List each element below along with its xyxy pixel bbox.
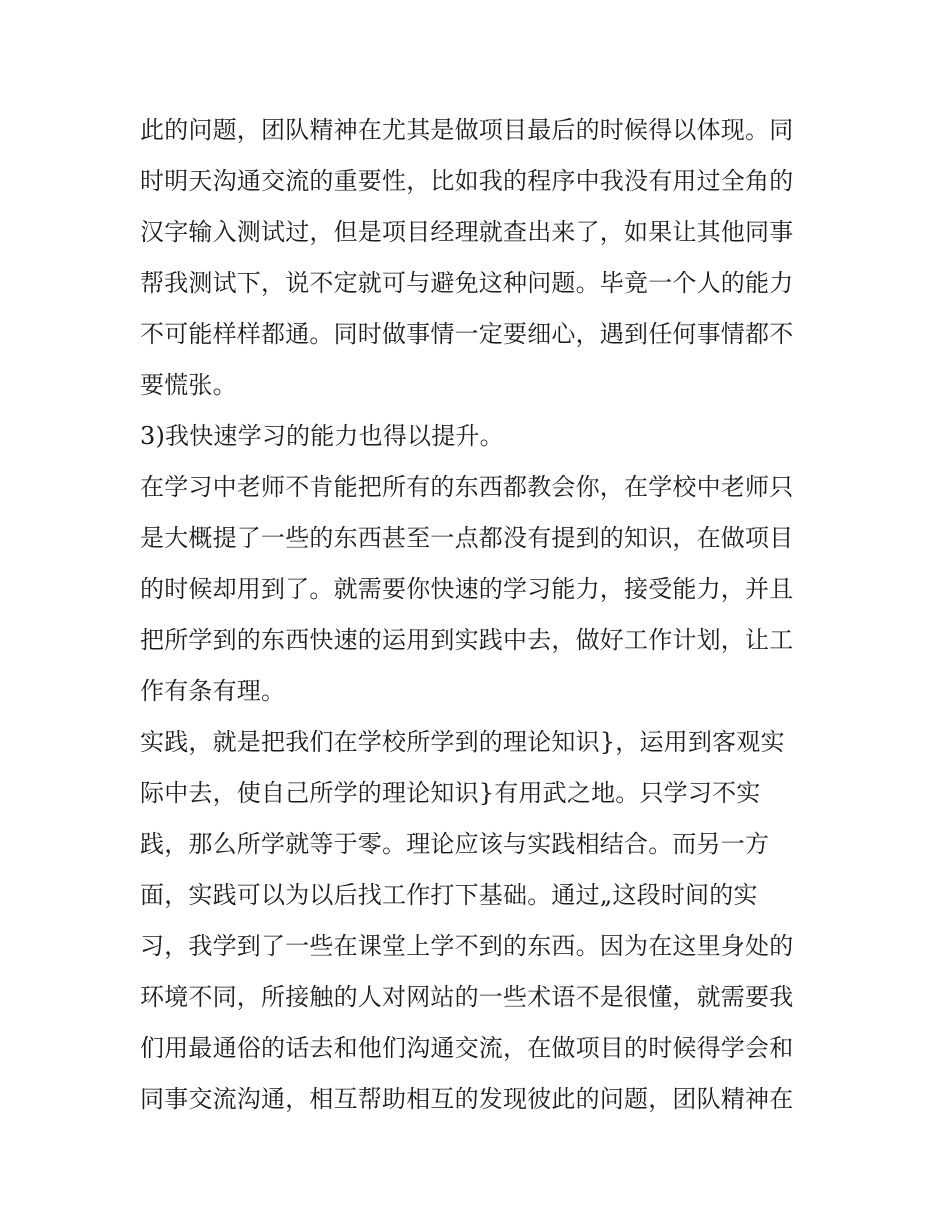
text-line: 要慌张。 [140, 371, 237, 399]
text-line: 把所学到的东西快速的运用到实践中去，做好工作计划，让工 [140, 626, 794, 654]
text-line: 同事交流沟通，相互帮助相互的发现彼此的问题，团队精神在 [140, 1085, 794, 1113]
text-line: 是大概提了一些的东西甚至一点都没有提到的知识，在做项目 [140, 524, 794, 552]
text-line: 们用最通俗的话去和他们沟通交流，在做项目的时候得学会和 [140, 1034, 794, 1062]
text-line: 不可能样样都通。同时做事情一定要细心，遇到任何事情都不 [140, 320, 794, 348]
text-line: 时明天沟通交流的重要性，比如我的程序中我没有用过全角的 [140, 167, 794, 195]
text-line: 际中去，使自己所学的理论知识}有用武之地。只学习不实 [140, 779, 761, 807]
section-heading: 3)我快速学习的能力也得以提升。 [140, 422, 504, 450]
text-line: 环境不同，所接触的人对网站的一些术语不是很懂，就需要我 [140, 983, 794, 1011]
text-line: 面，实践可以为以后找工作打下基础。通过„这段时间的实 [140, 881, 758, 909]
text-line: 作有条有理。 [140, 677, 286, 705]
text-line: 实践，就是把我们在学校所学到的理论知识}，运用到客观实 [140, 728, 785, 756]
text-line: 践，那么所学就等于零。理论应该与实践相结合。而另一方 [140, 830, 770, 858]
text-line: 的时候却用到了。就需要你快速的学习能力，接受能力，并且 [140, 575, 794, 603]
text-line: 习，我学到了一些在课堂上学不到的东西。因为在这里身处的 [140, 932, 794, 960]
text-line: 汉字输入测试过，但是项目经理就查出来了，如果让其他同事 [140, 218, 794, 246]
text-line: 在学习中老师不肯能把所有的东西都教会你，在学校中老师只 [140, 473, 794, 501]
text-line: 帮我测试下，说不定就可与避免这种问题。毕竟一个人的能力 [140, 269, 794, 297]
text-line: 此的问题，团队精神在尤其是做项目最后的时候得以体现。同 [140, 116, 794, 144]
